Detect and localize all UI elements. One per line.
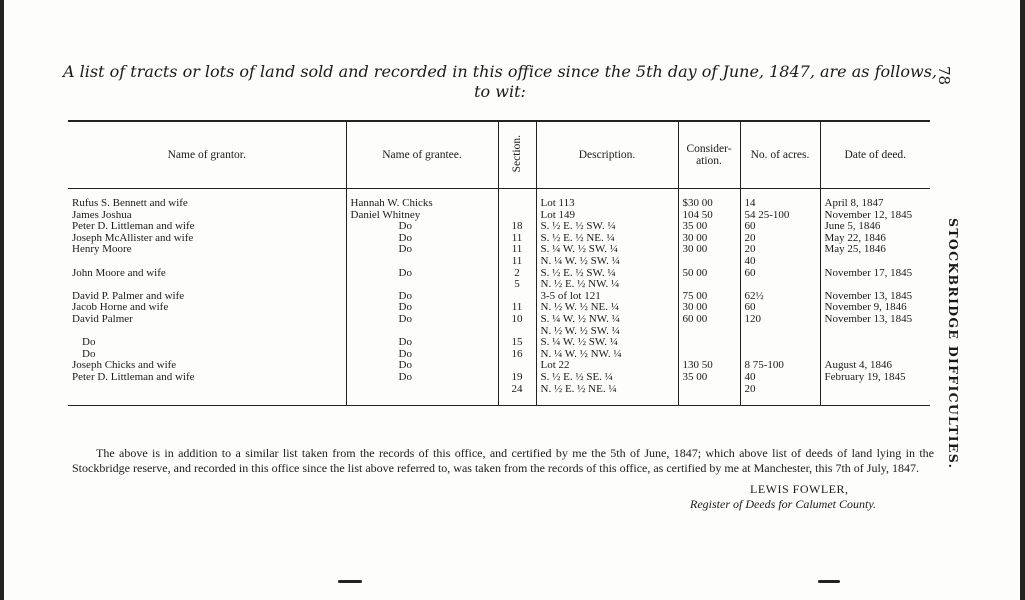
cell-date: April 8, 1847 — [820, 189, 930, 210]
cell-description: Lot 113 — [536, 189, 678, 210]
table-row — [68, 221, 930, 233]
cell-consideration — [678, 384, 740, 406]
cell-grantor — [68, 326, 346, 338]
table-row — [68, 268, 930, 280]
cell-consideration: 30 00 — [678, 244, 740, 256]
cell-description: Lot 149 — [536, 210, 678, 222]
cell-grantor: Peter D. Littleman and wife — [72, 221, 195, 233]
cell-description: S. ¼ W. ½ SW. ¼ — [536, 244, 678, 256]
cell-grantee: Do — [346, 349, 498, 361]
cell-section: 11 — [498, 244, 536, 256]
cell-acres: 40 — [740, 256, 820, 268]
cell-grantee: Do — [346, 360, 498, 372]
cell-date: November 13, 1845 — [820, 291, 930, 303]
cell-description: N. ¼ W. ½ NW. ¼ — [536, 349, 678, 361]
cell-grantor: Peter D. Littleman and wife — [72, 371, 195, 383]
table-row — [68, 349, 930, 361]
cell-acres: 20 — [740, 244, 820, 256]
certification-paragraph: The above is in addition to a similar list taken from the records of this office, and certified by me the 5th of June, 1847; which above list of deeds of land lying in the Stockbridge reserve, and recorded in this office since the list above referred to, was taken from the records of this office, as certified by me at Manchester, this 7th of July, 1847. — [72, 446, 934, 475]
table-row — [68, 314, 930, 326]
header-grantor: Name of grantor. — [68, 121, 346, 189]
cell-date: November 12, 1845 — [820, 210, 930, 222]
cell-section: 11 — [498, 233, 536, 245]
cell-grantor: David Palmer — [72, 313, 133, 325]
cell-grantee: Do — [346, 268, 498, 280]
cell-consideration: 104 50 — [678, 210, 740, 222]
cell-consideration: 35 00 — [678, 221, 740, 233]
header-date: Date of deed. — [820, 121, 930, 189]
cell-consideration — [678, 326, 740, 338]
cell-description: N. ½ W. ½ NE. ¼ — [536, 302, 678, 314]
cell-section: 5 — [498, 279, 536, 291]
table-row — [68, 291, 930, 303]
cell-acres — [740, 326, 820, 338]
cell-consideration — [678, 256, 740, 268]
cell-acres: 60 — [740, 302, 820, 314]
cell-section — [498, 189, 536, 210]
cell-description: S. ½ E. ½ NE. ¼ — [536, 233, 678, 245]
cell-consideration: 35 00 — [678, 372, 740, 384]
cell-date: May 25, 1846 — [820, 244, 930, 256]
cell-date: February 19, 1845 — [820, 372, 930, 384]
cell-grantor — [68, 256, 346, 268]
header-acres: No. of acres. — [740, 121, 820, 189]
table-body — [68, 189, 930, 406]
cell-section — [498, 291, 536, 303]
cell-grantor: Jacob Horne and wife — [72, 302, 169, 314]
cell-date: August 4, 1846 — [820, 360, 930, 372]
cell-section: 18 — [498, 221, 536, 233]
cell-description: S. ½ E. ½ SW. ¼ — [536, 221, 678, 233]
header-section: Section. — [498, 121, 536, 189]
cell-date — [820, 349, 930, 361]
cell-section: 15 — [498, 337, 536, 349]
cell-grantee — [346, 384, 498, 406]
cell-acres — [740, 279, 820, 291]
signature-title: Register of Deeds for Calumet County. — [690, 497, 876, 511]
table-header-row — [68, 121, 930, 189]
table-row — [68, 384, 930, 406]
cell-date — [820, 337, 930, 349]
cell-acres: 120 — [740, 314, 820, 326]
cell-section: 10 — [498, 314, 536, 326]
cell-section: 16 — [498, 349, 536, 361]
cell-grantee: Do — [346, 372, 498, 384]
signature-name: LEWIS FOWLER, — [750, 482, 849, 496]
cell-grantee: Daniel Whitney — [346, 210, 498, 222]
cell-description: N. ½ E. ½ NW. ¼ — [536, 279, 678, 291]
table-row — [68, 279, 930, 291]
print-mark — [818, 580, 840, 583]
cell-grantee: Do — [346, 314, 498, 326]
cell-consideration — [678, 279, 740, 291]
cell-acres — [740, 337, 820, 349]
cell-date: November 13, 1845 — [820, 314, 930, 326]
cell-description: S. ¼ W. ½ NW. ¼ — [536, 314, 678, 326]
cell-grantee: Do — [346, 244, 498, 256]
table-row — [68, 302, 930, 314]
cell-acres: 54 25-100 — [740, 210, 820, 222]
cell-description: S. ½ E. ½ SW. ¼ — [536, 268, 678, 280]
cell-date — [820, 326, 930, 338]
cell-acres — [740, 349, 820, 361]
cell-section: 11 — [498, 256, 536, 268]
table-row — [68, 210, 930, 222]
cell-section: 24 — [498, 384, 536, 406]
cell-acres: 60 — [740, 221, 820, 233]
cell-date — [820, 384, 930, 406]
header-consideration: Consider-ation. — [678, 121, 740, 189]
cell-grantee: Do — [346, 302, 498, 314]
cell-grantee: Do — [346, 337, 498, 349]
cell-acres: 40 — [740, 372, 820, 384]
cell-acres: 14 — [740, 189, 820, 210]
cell-section — [498, 326, 536, 338]
cell-section: 11 — [498, 302, 536, 314]
cell-grantor: Joseph Chicks and wife — [72, 360, 177, 372]
cell-description: S. ½ E. ½ SE. ¼ — [536, 372, 678, 384]
cell-description: N. ¼ W. ½ SW. ¼ — [536, 256, 678, 268]
cell-date: November 9, 1846 — [820, 302, 930, 314]
cell-grantor: James Joshua — [72, 209, 132, 221]
cell-acres: 8 75-100 — [740, 360, 820, 372]
cell-consideration: $30 00 — [678, 189, 740, 210]
table-row — [68, 337, 930, 349]
cell-section — [498, 210, 536, 222]
cell-consideration: 50 00 — [678, 268, 740, 280]
cell-description: S. ¼ W. ½ SW. ¼ — [536, 337, 678, 349]
table-row — [68, 256, 930, 268]
cell-grantor: Henry Moore — [72, 244, 132, 256]
cell-description: N. ½ W. ½ SW. ¼ — [536, 326, 678, 338]
running-head: STOCKBRIDGE DIFFICULTIES. — [946, 218, 961, 470]
cell-consideration: 30 00 — [678, 302, 740, 314]
cell-grantee — [346, 279, 498, 291]
cell-grantee — [346, 326, 498, 338]
cell-grantor: John Moore and wife — [72, 267, 166, 279]
cell-date: June 5, 1846 — [820, 221, 930, 233]
cell-grantee: Do — [346, 291, 498, 303]
print-mark — [338, 580, 362, 583]
cell-acres: 20 — [740, 233, 820, 245]
cell-acres: 60 — [740, 268, 820, 280]
cell-section: 19 — [498, 372, 536, 384]
cell-section: 2 — [498, 268, 536, 280]
page-title: A list of tracts or lots of land sold and recorded in this office since the 5th day of June, 1847, are as follows, to wit: — [63, 62, 937, 101]
cell-date — [820, 279, 930, 291]
cell-grantor: Do — [82, 348, 96, 360]
page-edge-right — [1020, 0, 1025, 600]
page-number: 78 — [935, 66, 953, 86]
cell-consideration — [678, 349, 740, 361]
table-row — [68, 360, 930, 372]
cell-grantor — [68, 384, 346, 406]
cell-description: N. ½ E. ½ NE. ¼ — [536, 384, 678, 406]
cell-grantee: Do — [346, 233, 498, 245]
cell-consideration: 75 00 — [678, 291, 740, 303]
cell-grantor: David P. Palmer and wife — [72, 290, 185, 302]
page-edge-left — [0, 0, 4, 600]
table-row — [68, 233, 930, 245]
cell-consideration: 60 00 — [678, 314, 740, 326]
cell-consideration: 130 50 — [678, 360, 740, 372]
header-description: Description. — [536, 121, 678, 189]
land-records-table — [68, 120, 930, 406]
cell-date: May 22, 1846 — [820, 233, 930, 245]
table-row — [68, 326, 930, 338]
cell-grantor: Rufus S. Bennett and wife — [72, 197, 188, 209]
cell-grantor: Do — [82, 337, 96, 349]
cell-consideration — [678, 337, 740, 349]
header-grantee: Name of grantee. — [346, 121, 498, 189]
cell-acres: 20 — [740, 384, 820, 406]
cell-grantee: Hannah W. Chicks — [346, 189, 498, 210]
cell-grantor: Joseph McAllister and wife — [72, 232, 194, 244]
cell-grantor — [68, 279, 346, 291]
cell-consideration: 30 00 — [678, 233, 740, 245]
cell-description: Lot 22 — [536, 360, 678, 372]
cell-date — [820, 256, 930, 268]
cell-grantee: Do — [346, 221, 498, 233]
table-row — [68, 244, 930, 256]
cell-grantee — [346, 256, 498, 268]
cell-date: November 17, 1845 — [820, 268, 930, 280]
cell-section — [498, 360, 536, 372]
table-row — [68, 189, 930, 210]
cell-description: 3-5 of lot 121 — [536, 291, 678, 303]
cell-acres: 62½ — [740, 291, 820, 303]
table-row — [68, 372, 930, 384]
